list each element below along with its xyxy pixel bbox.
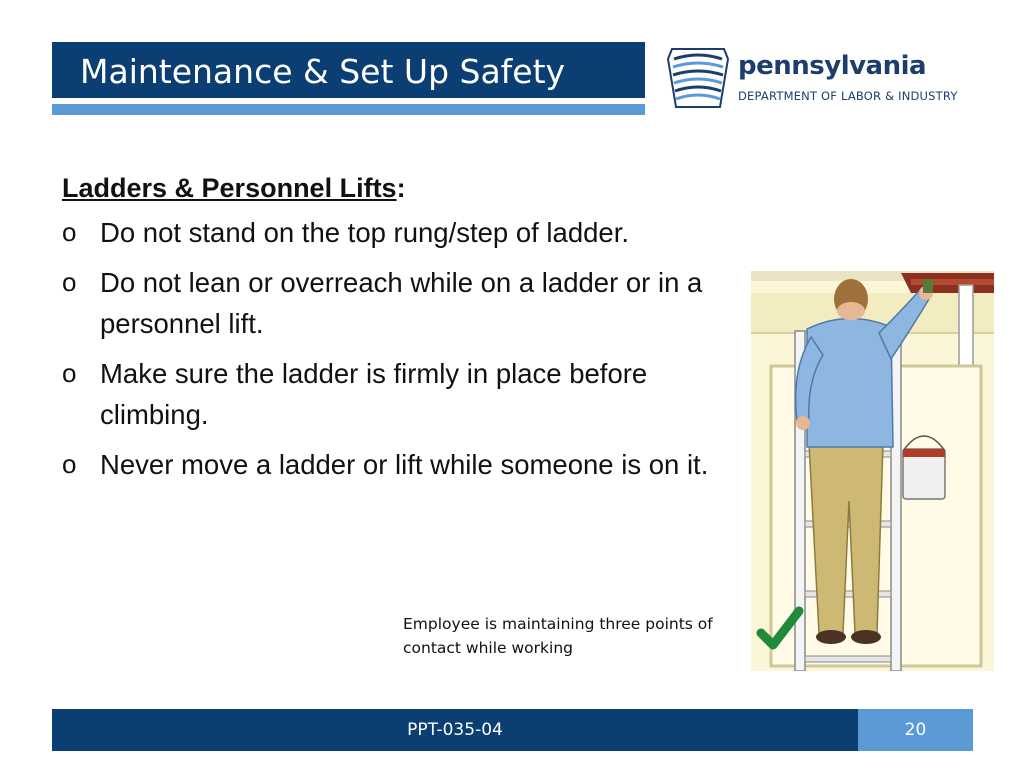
illustration-caption: Employee is maintaining three points of contact while working (403, 615, 713, 657)
section-heading-text: Ladders & Personnel Lifts (62, 173, 397, 203)
bullet-marker: o (62, 267, 77, 297)
keystone-logo-icon (666, 45, 730, 111)
list-item (62, 444, 722, 485)
section-heading (62, 168, 742, 208)
bullet-text: Never move a ladder or lift while someone is on it. (100, 449, 709, 480)
list-item (62, 353, 722, 435)
bullet-list (62, 212, 742, 485)
bullet-marker: o (62, 449, 77, 479)
bullet-marker: o (62, 217, 77, 247)
page-number-box (858, 709, 973, 751)
slide-title: Maintenance & Set Up Safety (80, 52, 566, 91)
list-item (62, 262, 722, 344)
bullet-text: Make sure the ladder is firmly in place before climbing. (100, 358, 648, 430)
ladder-worker-illustration (751, 271, 994, 671)
logo-wordmark: pennsylvania (738, 51, 927, 81)
footer-bar (52, 709, 858, 751)
page-number: 20 (904, 720, 927, 740)
list-item (62, 212, 722, 253)
section-heading-colon: : (396, 173, 406, 203)
title-underline (52, 104, 645, 115)
slide-content (62, 168, 742, 494)
document-code: PPT-035-04 (407, 720, 503, 740)
bullet-text: Do not lean or overreach while on a ladder or in a personnel lift. (100, 267, 703, 339)
title-bar (52, 42, 645, 98)
pennsylvania-logo (666, 45, 986, 111)
bullet-text: Do not stand on the top rung/step of ladder. (100, 217, 629, 248)
bullet-marker: o (62, 358, 77, 388)
logo-department: DEPARTMENT OF LABOR & INDUSTRY (738, 89, 958, 103)
